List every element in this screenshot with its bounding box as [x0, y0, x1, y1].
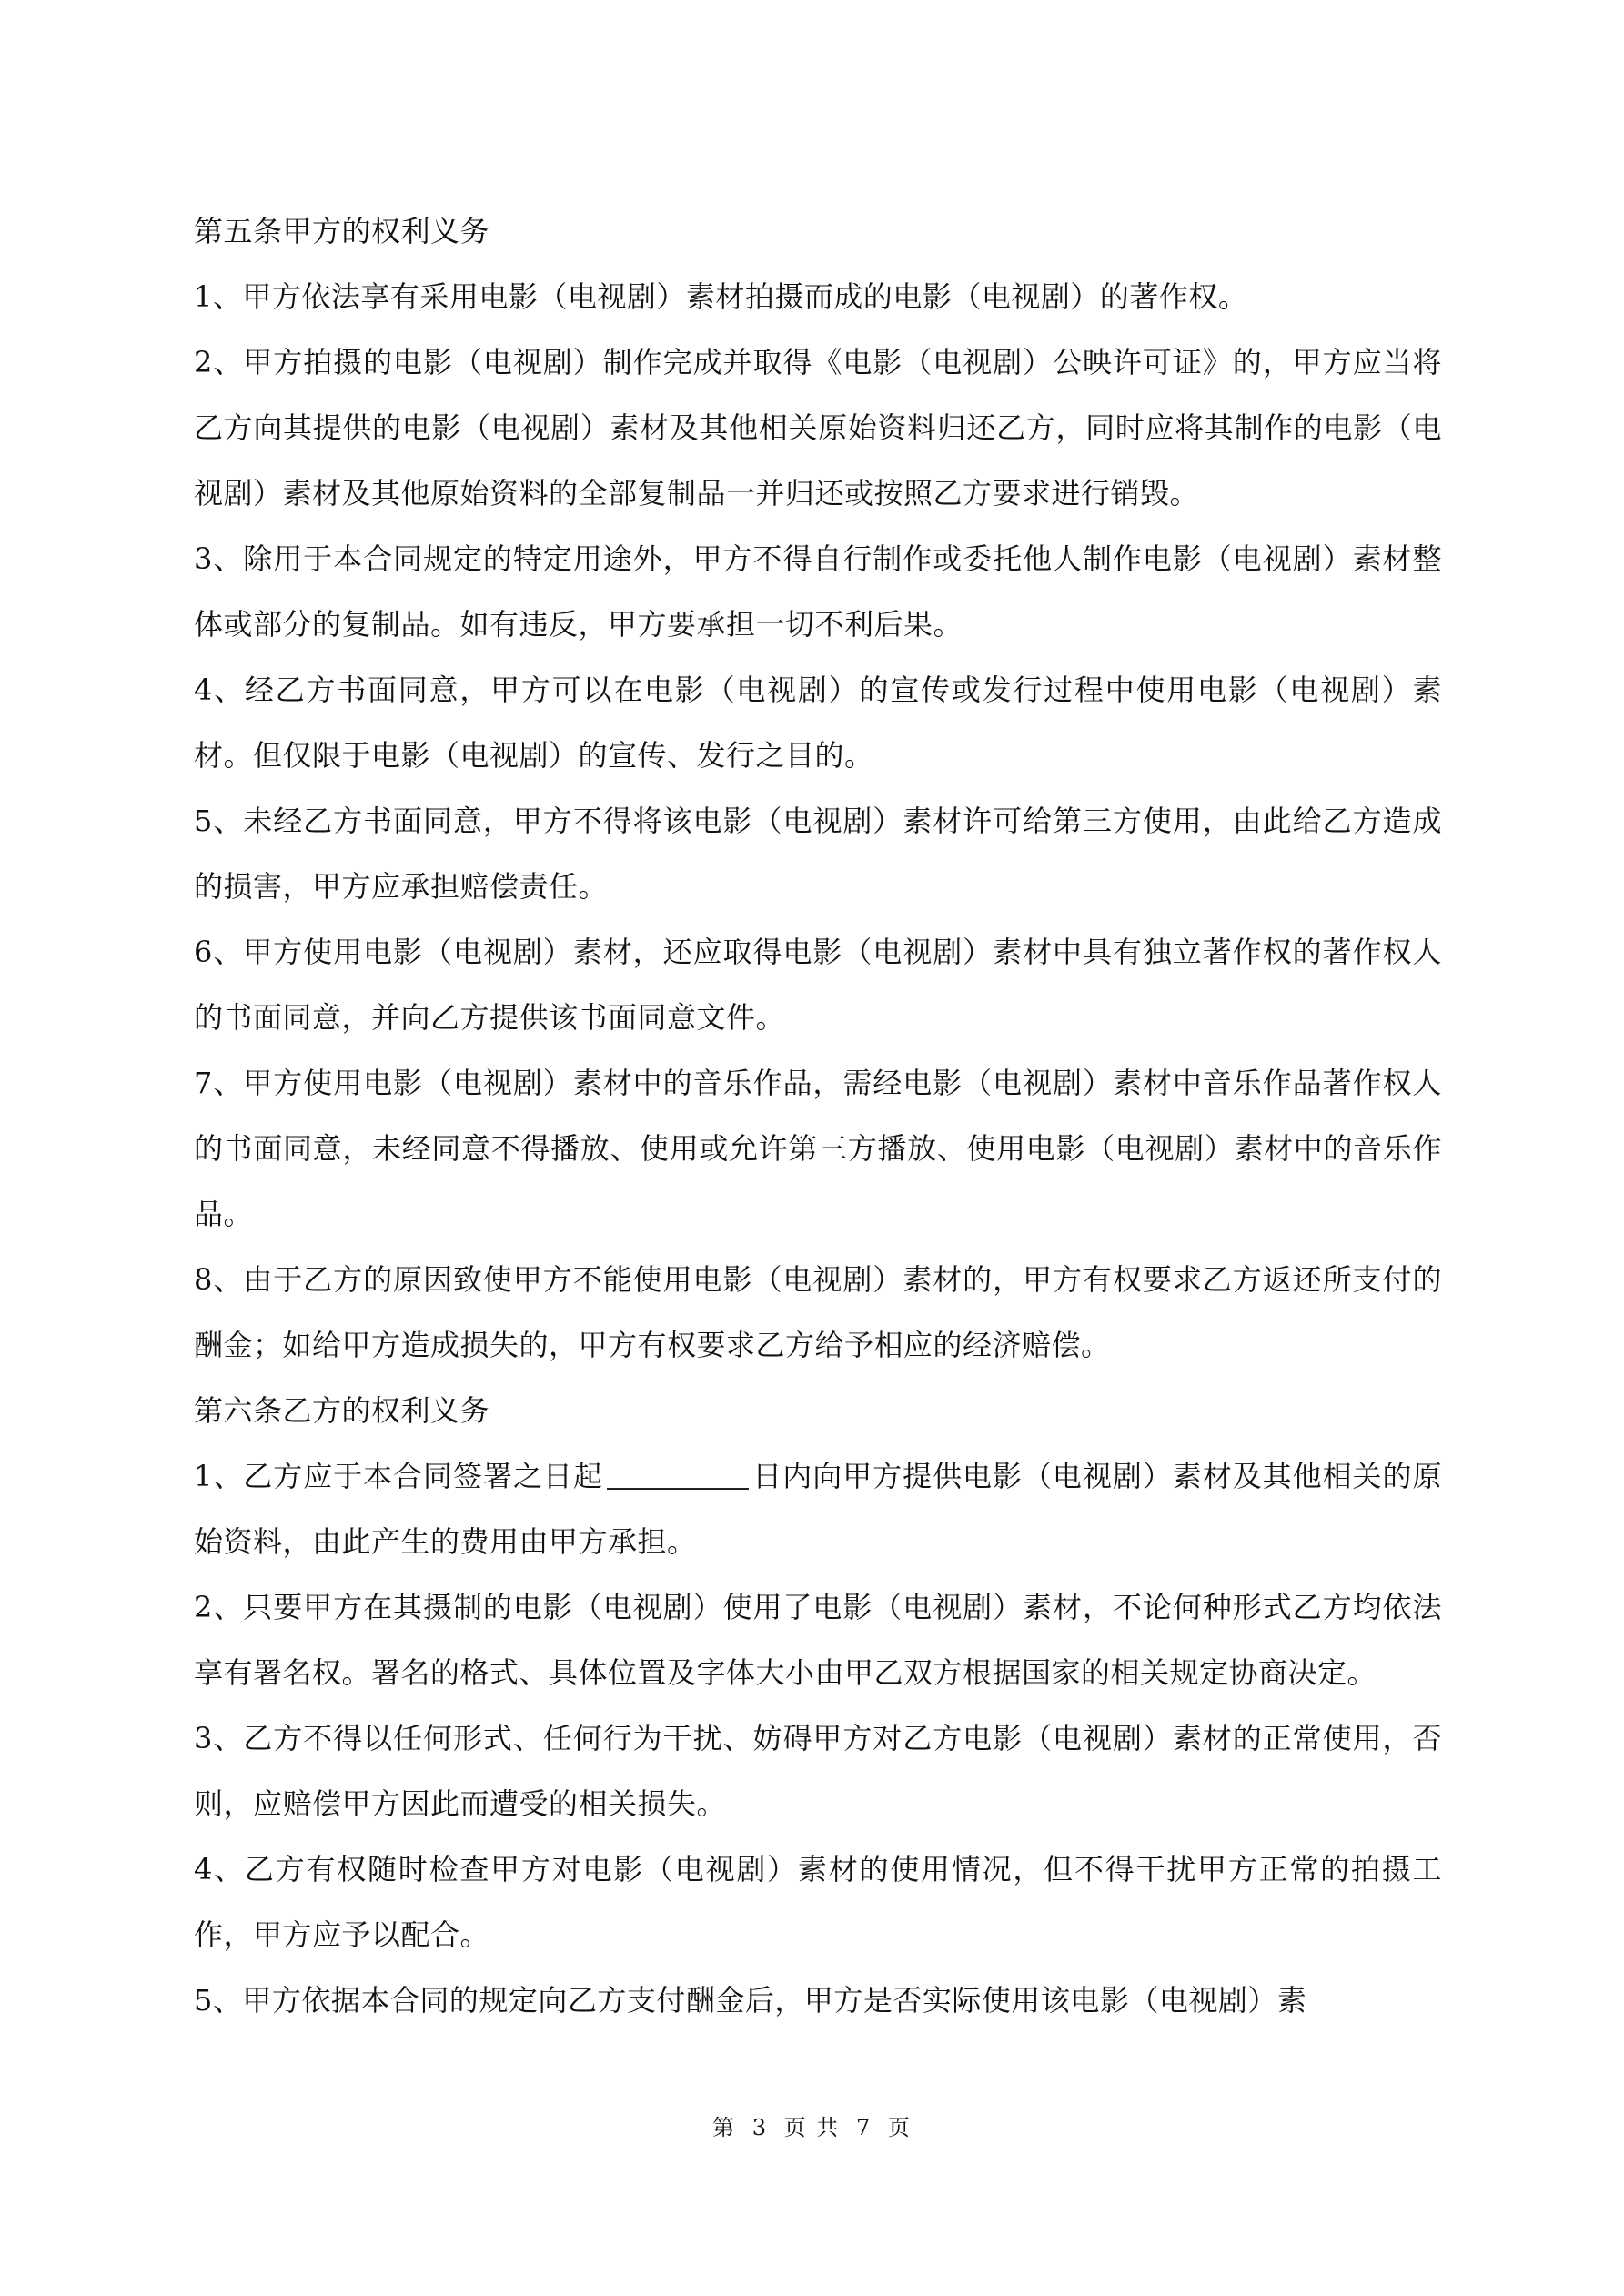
article-5-item-4: 4、经乙方书面同意，甲方可以在电影（电视剧）的宣传或发行过程中使用电影（电视剧）素材。但仅限于电影（电视剧）的宣传、发行之目的。	[194, 673, 1442, 773]
page-footer	[0, 2109, 1624, 2141]
article-5-item-5: 5、未经乙方书面同意，甲方不得将该电影（电视剧）素材许可给第三方使用，由此给乙方造成的损害，甲方应承担赔偿责任。	[194, 804, 1442, 904]
article-6-item-1-start: 1、乙方应于本合同签署之日起	[194, 1459, 603, 1493]
footer-suffix: 页	[887, 2115, 912, 2140]
footer-prefix: 第	[712, 2115, 737, 2140]
article-6-item-1-end: 日内向甲方提供电影（电视剧）素材及其他相关的原始资料，由此产生的费用由甲方承担。	[194, 1459, 1442, 1559]
fill-in-blank-days[interactable]	[607, 1459, 749, 1490]
article-6-heading: 第六条乙方的权利义务	[194, 1393, 490, 1428]
article-5-item-3: 3、除用于本合同规定的特定用途外，甲方不得自行制作或委托他人制作电影（电视剧）素材整体或部分的复制品。如有违反，甲方要承担一切不利后果。	[194, 541, 1442, 642]
article-6-item-5: 5、甲方依据本合同的规定向乙方支付酬金后，甲方是否实际使用该电影（电视剧）素	[194, 1983, 1307, 2018]
article-5-item-8: 8、由于乙方的原因致使甲方不能使用电影（电视剧）素材的，甲方有权要求乙方返还所支付的酬金；如给甲方造成损失的，甲方有权要求乙方给予相应的经济赔偿。	[194, 1262, 1442, 1362]
total-page-count: 7	[855, 2115, 873, 2140]
footer-middle: 页 共	[783, 2115, 841, 2140]
article-6-item-3: 3、乙方不得以任何形式、任何行为干扰、妨碍甲方对乙方电影（电视剧）素材的正常使用，否则，应赔偿甲方因此而遭受的相关损失。	[194, 1721, 1442, 1821]
document-body	[194, 198, 1442, 2033]
article-6-item-2: 2、只要甲方在其摄制的电影（电视剧）使用了电影（电视剧）素材，不论何种形式乙方均依法享有署名权。署名的格式、具体位置及字体大小由甲乙双方根据国家的相关规定协商决定。	[194, 1590, 1442, 1690]
article-5-item-1: 1、甲方依法享有采用电影（电视剧）素材拍摄而成的电影（电视剧）的著作权。	[194, 279, 1248, 314]
article-6-item-4: 4、乙方有权随时检查甲方对电影（电视剧）素材的使用情况，但不得干扰甲方正常的拍摄工作，甲方应予以配合。	[194, 1852, 1442, 1952]
article-5-item-2: 2、甲方拍摄的电影（电视剧）制作完成并取得《电影（电视剧）公映许可证》的，甲方应当将乙方向其提供的电影（电视剧）素材及其他相关原始资料归还乙方，同时应将其制作的电影（电视剧）素材及其他原始资料的全部复制品一并归还或按照乙方要求进行销毁。	[194, 345, 1442, 511]
article-6-item-1	[194, 1443, 1442, 1574]
current-page-number: 3	[751, 2115, 769, 2140]
article-5-heading: 第五条甲方的权利义务	[194, 214, 490, 248]
article-5-item-7: 7、甲方使用电影（电视剧）素材中的音乐作品，需经电影（电视剧）素材中音乐作品著作权人的书面同意，未经同意不得播放、使用或允许第三方播放、使用电影（电视剧）素材中的音乐作品。	[194, 1066, 1442, 1231]
article-5-item-6: 6、甲方使用电影（电视剧）素材，还应取得电影（电视剧）素材中具有独立著作权的著作权人的书面同意，并向乙方提供该书面同意文件。	[194, 935, 1442, 1035]
